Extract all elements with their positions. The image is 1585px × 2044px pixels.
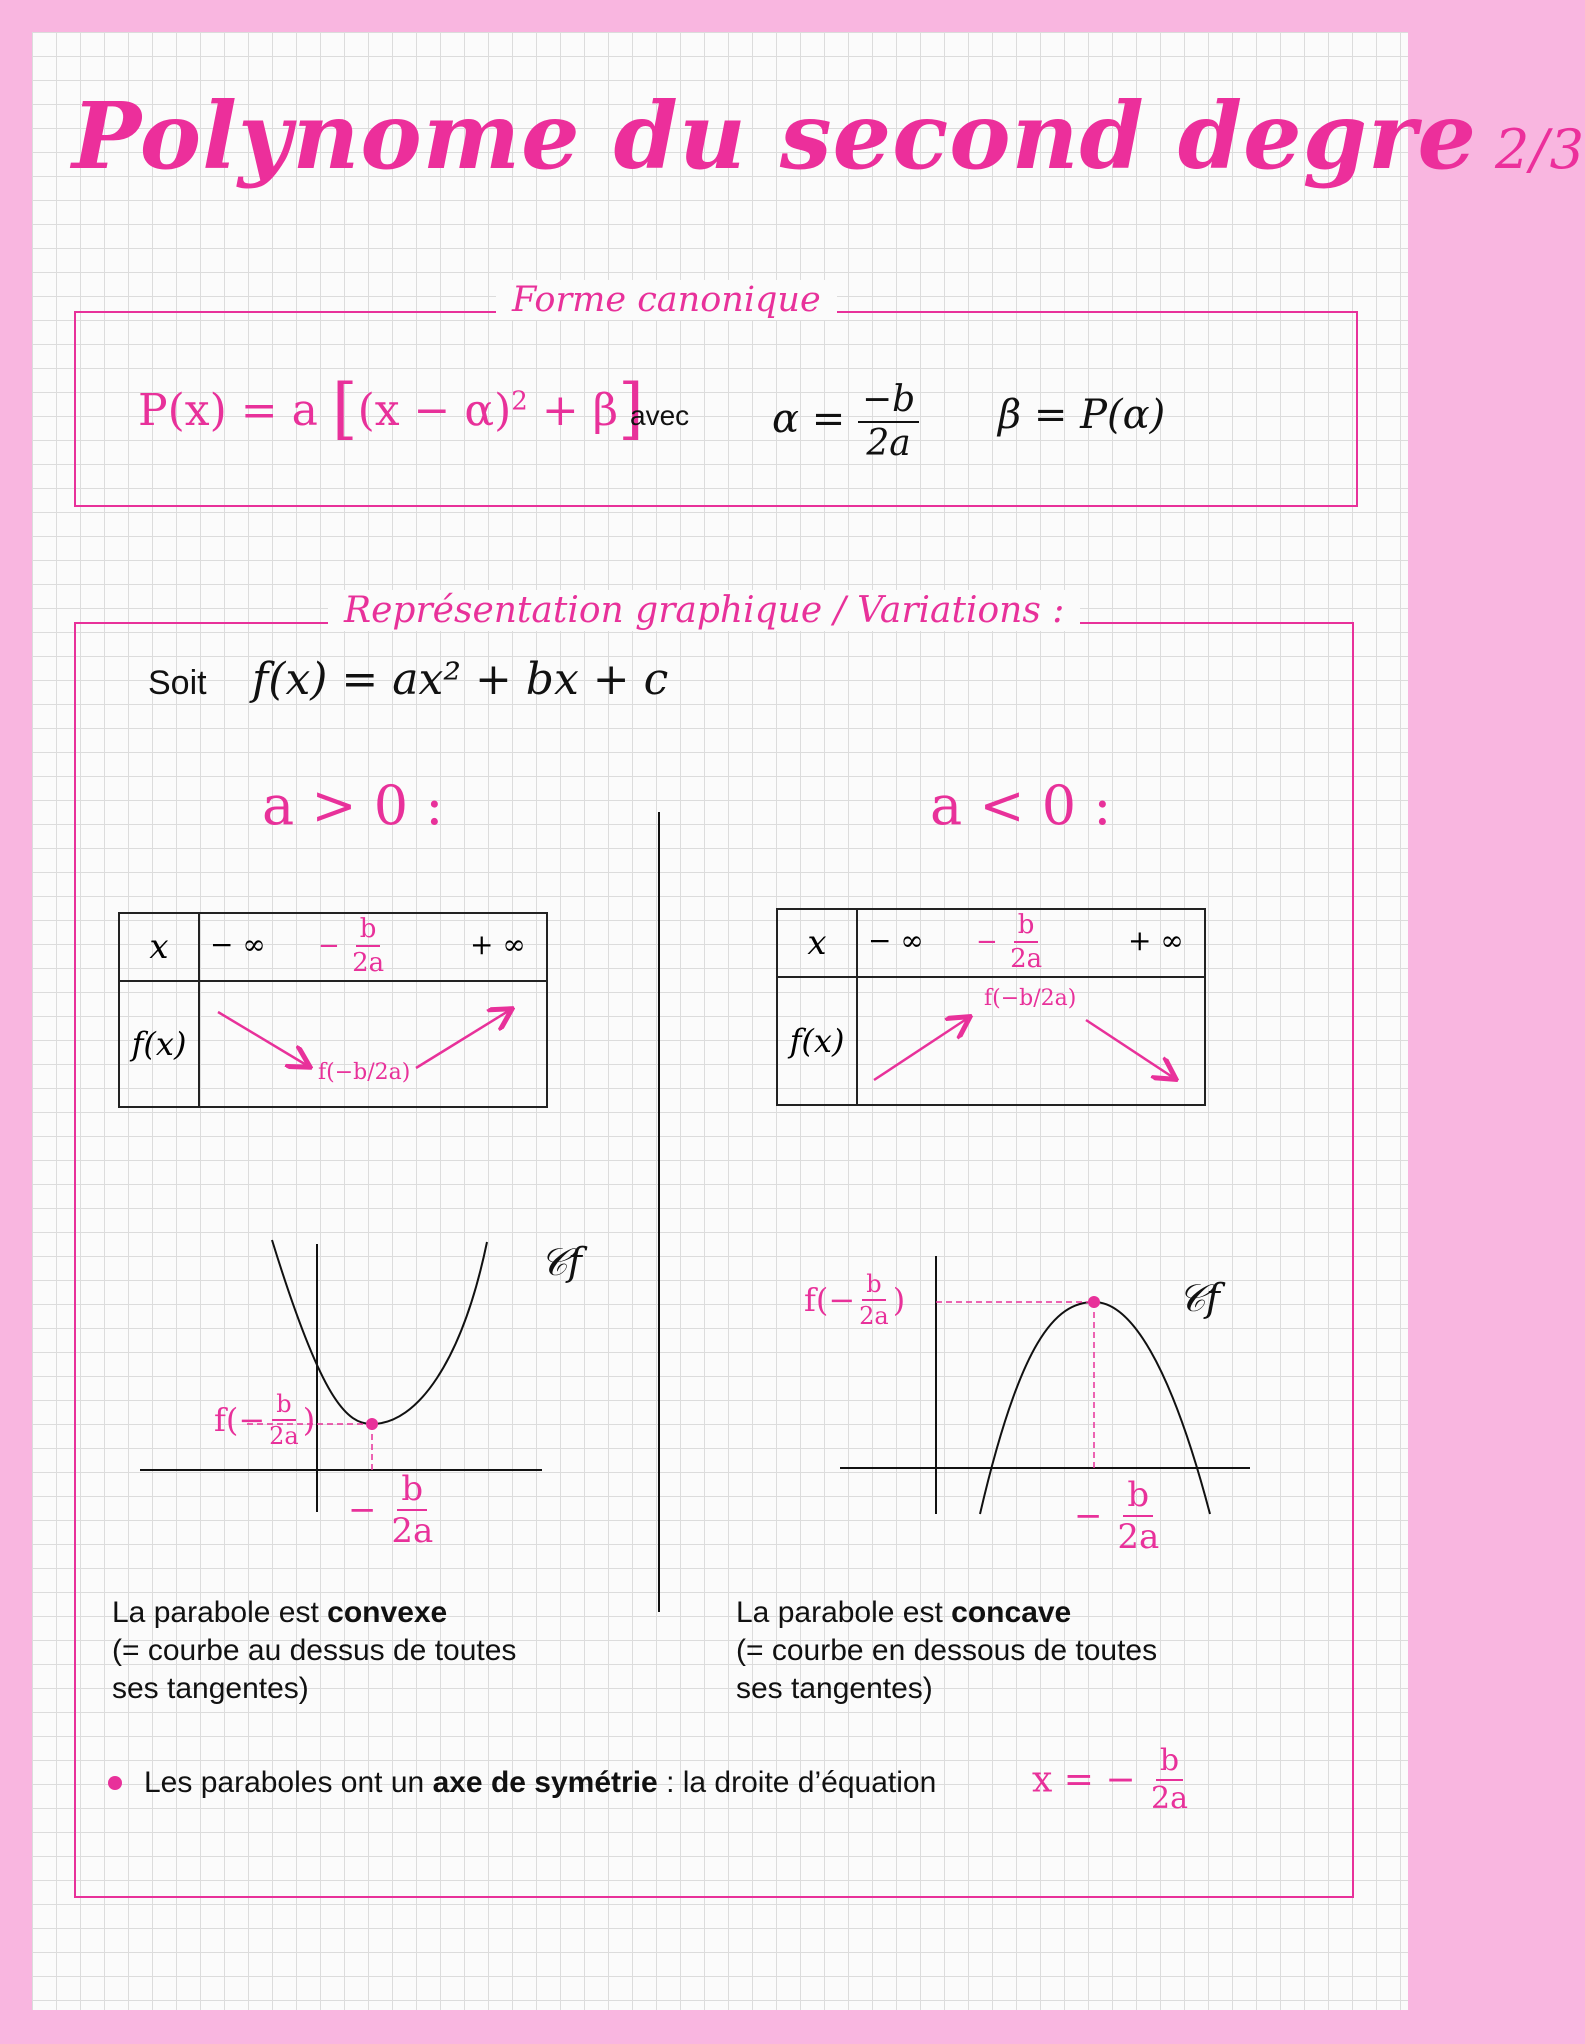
left-x-vertex-label: [348, 1469, 437, 1551]
right-text-rest-2: ses tangentes): [736, 1672, 933, 1705]
formula-inner: (x − α): [357, 385, 512, 436]
right-crit-fraction: [1006, 912, 1046, 972]
left-text-pre: La parabole est: [112, 1596, 319, 1629]
left-x-mark-num: b: [397, 1472, 427, 1511]
symmetry-bullet-dot: [108, 1776, 122, 1790]
function-definition: f(x) = ax² + bx + c: [252, 654, 669, 705]
right-x-mark-den: 2a: [1117, 1517, 1160, 1557]
avec-label: avec: [630, 400, 690, 431]
formula-bracket-open: [: [331, 370, 358, 447]
left-text-rest-2: ses tangentes): [112, 1672, 309, 1705]
soit-label: Soit: [148, 664, 207, 702]
right-critical-point: [976, 912, 1046, 972]
left-x-label: x: [149, 927, 169, 967]
left-variation-arrows: [200, 982, 550, 1108]
canonical-formula: [138, 370, 644, 447]
left-minus-inf: − ∞: [210, 928, 266, 961]
right-y-vertex-label: [804, 1272, 905, 1328]
page-title: [72, 82, 1585, 190]
symmetry-bold: axe de symétrie: [432, 1766, 658, 1799]
notebook-sheet: [32, 32, 1585, 2010]
right-x-label: x: [807, 923, 827, 963]
right-fx-label: f(x): [789, 1022, 845, 1060]
formula-lhs: P(x) = a: [138, 385, 318, 436]
right-x-mark-fraction: [1113, 1475, 1163, 1557]
right-x-mark-num: b: [1123, 1478, 1153, 1517]
right-parabola-graph: [830, 1222, 1270, 1522]
alpha-denominator: 2a: [866, 423, 911, 464]
left-parabola-graph: [122, 1202, 562, 1522]
left-y-label-fraction: [265, 1392, 303, 1448]
left-x-mark-sign: −: [348, 1490, 377, 1530]
left-y-vertex-label: [214, 1392, 315, 1448]
right-minus-inf: − ∞: [868, 924, 924, 957]
right-variation-table: [776, 908, 1206, 1106]
left-x-mark-den: 2a: [391, 1511, 434, 1551]
symmetry-equation: [1032, 1743, 1192, 1816]
left-y-label-prefix: f(−: [214, 1401, 266, 1439]
formula-tail: + β: [541, 385, 619, 436]
column-divider: [658, 812, 660, 1612]
left-y-label-suffix: ): [302, 1401, 316, 1439]
page-indicator: 2/3: [1495, 118, 1585, 181]
right-y-label-prefix: f(−: [804, 1281, 856, 1319]
right-x-mark-sign: −: [1074, 1496, 1103, 1536]
right-crit-sign: −: [976, 927, 998, 957]
left-curve-label: 𝒞f: [540, 1240, 582, 1284]
right-text-pre: La parabole est: [736, 1596, 943, 1629]
right-description: [736, 1594, 1256, 1708]
beta-definition: β = P(α): [998, 392, 1166, 438]
graph-section-heading: Représentation graphique / Variations :: [328, 590, 1080, 631]
right-y-label-num: b: [862, 1272, 885, 1301]
alpha-numerator: −b: [858, 382, 919, 423]
left-crit-num: b: [356, 916, 381, 947]
left-crit-fraction: [348, 916, 388, 976]
right-extremum-value: f(−b/2a): [984, 986, 1077, 1011]
left-variation-table: [118, 912, 548, 1108]
left-y-label-den: 2a: [269, 1422, 299, 1450]
right-y-label-den: 2a: [859, 1302, 889, 1330]
right-increasing-arrow: [874, 1018, 968, 1080]
left-crit-sign: −: [318, 931, 340, 961]
right-x-vertex-label: [1074, 1475, 1163, 1557]
canonical-form-heading: Forme canonique: [496, 280, 837, 320]
left-extremum-value: f(−b/2a): [318, 1060, 411, 1085]
right-decreasing-arrow: [1086, 1020, 1174, 1078]
left-plus-inf: + ∞: [470, 928, 526, 961]
right-crit-den: 2a: [1010, 944, 1043, 974]
symmetry-den: 2a: [1150, 1781, 1188, 1816]
formula-bracket-close: ]: [618, 370, 644, 447]
left-text-rest-1: (= courbe au dessus de toutes: [112, 1634, 517, 1667]
left-critical-point: [318, 916, 388, 976]
left-case-label: a > 0 :: [262, 774, 444, 837]
symmetry-num: b: [1156, 1746, 1183, 1781]
right-text-bold: concave: [951, 1596, 1072, 1629]
title-text: Polynome du second degre: [72, 82, 1478, 190]
formula-exponent: 2: [511, 386, 528, 417]
symmetry-statement: [144, 1764, 936, 1802]
right-vertex-point: [1088, 1296, 1100, 1308]
left-description: [112, 1594, 632, 1708]
right-case-label: a < 0 :: [930, 774, 1112, 837]
right-crit-num: b: [1014, 912, 1039, 943]
right-plus-inf: + ∞: [1128, 924, 1184, 957]
left-decreasing-arrow: [218, 1012, 308, 1066]
left-fx-label: f(x): [131, 1025, 187, 1063]
right-y-label-fraction: [855, 1272, 893, 1328]
symmetry-post: : la droite d’équation: [666, 1766, 937, 1799]
symmetry-pre: Les paraboles ont un: [144, 1766, 425, 1799]
alpha-lhs: α =: [772, 396, 846, 442]
right-curve-label: 𝒞f: [1178, 1276, 1220, 1320]
alpha-definition: [772, 379, 919, 464]
left-y-label-num: b: [272, 1392, 295, 1421]
left-increasing-arrow: [416, 1010, 510, 1068]
left-x-mark-fraction: [387, 1469, 437, 1551]
symmetry-eq-lhs: x = −: [1032, 1759, 1136, 1801]
alpha-fraction: [858, 379, 919, 464]
right-y-label-suffix: ): [892, 1281, 906, 1319]
left-crit-den: 2a: [352, 948, 385, 978]
left-vertex-point: [366, 1418, 378, 1430]
right-text-rest-1: (= courbe en dessous de toutes: [736, 1634, 1158, 1667]
left-text-bold: convexe: [327, 1596, 448, 1629]
symmetry-fraction: [1147, 1743, 1192, 1816]
